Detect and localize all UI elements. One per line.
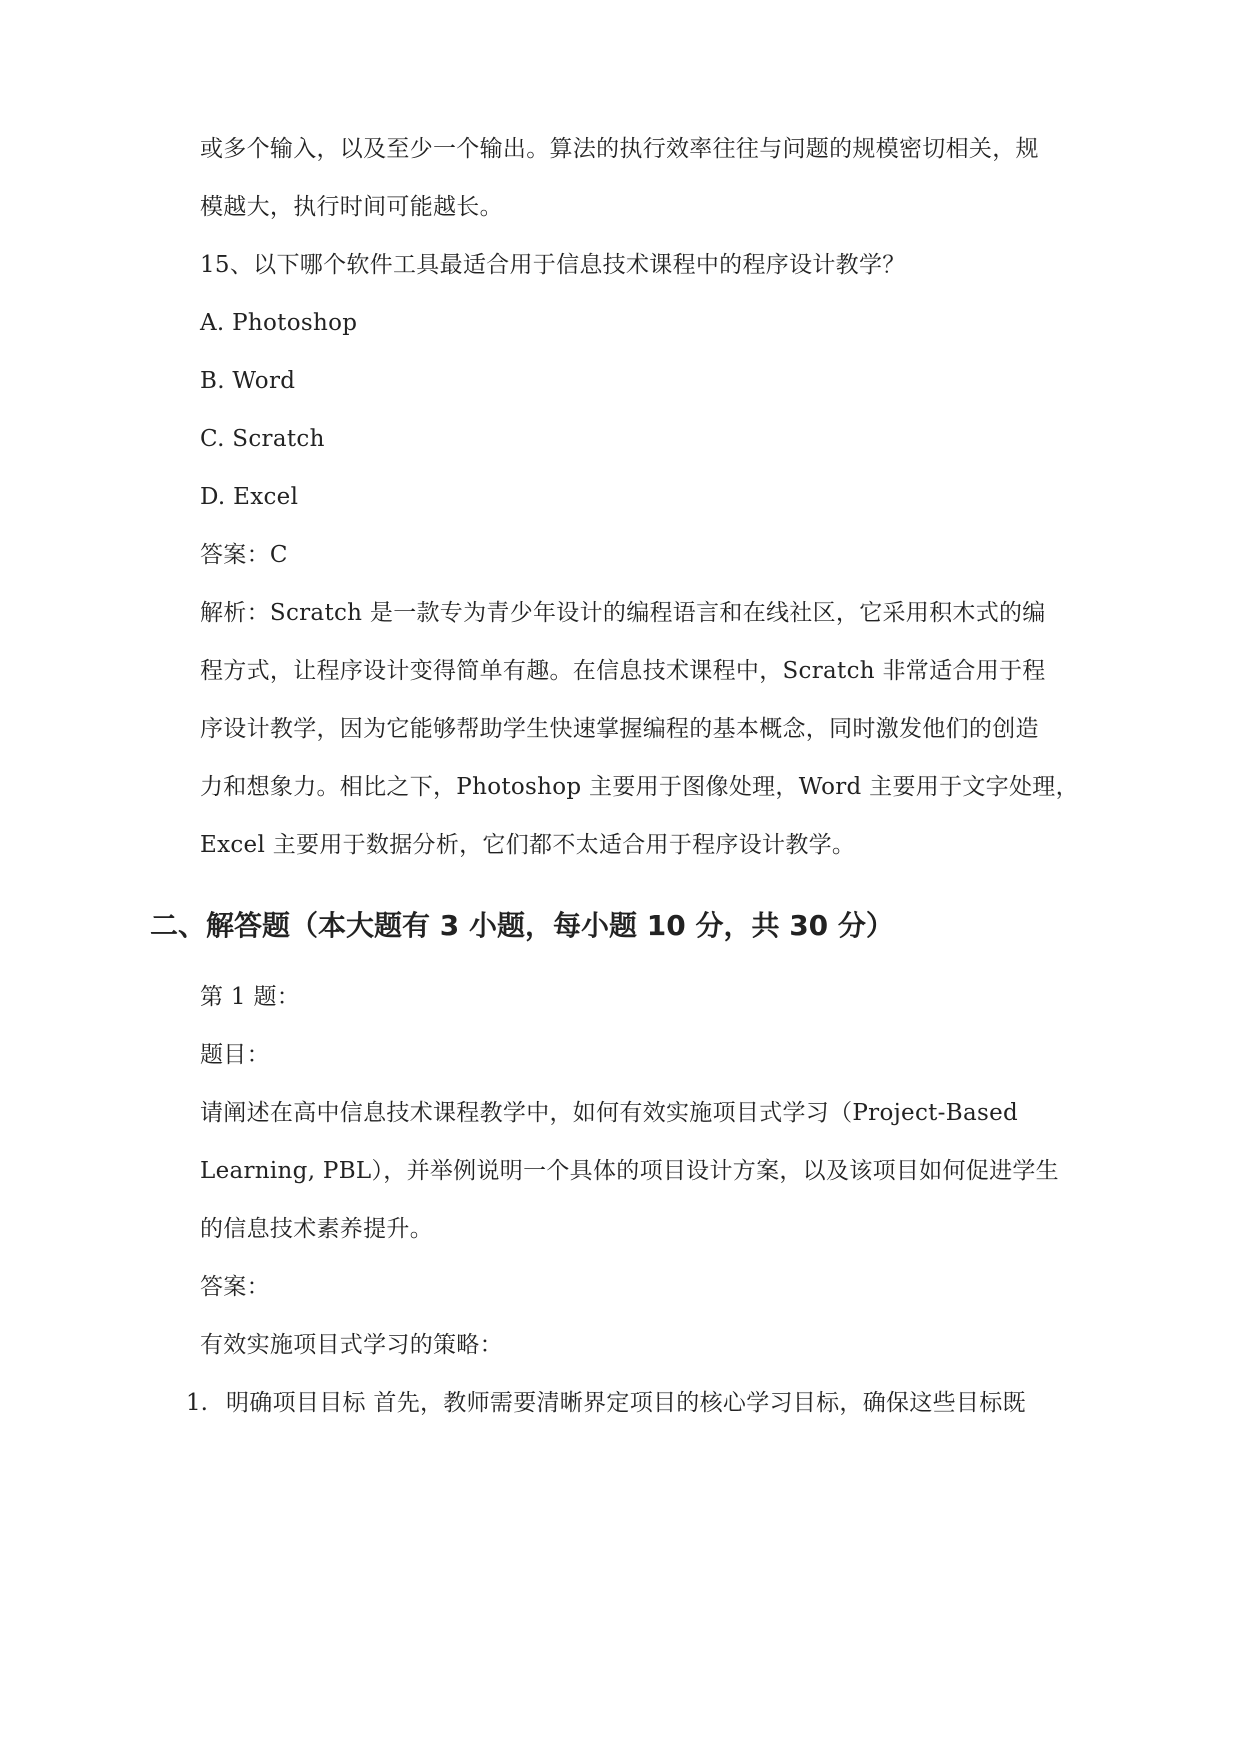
prompt-line: 的信息技术素养提升。 [200, 1216, 433, 1242]
prompt-line: Learning, PBL），并举例说明一个具体的项目设计方案，以及该项目如何促进学生 [200, 1158, 1059, 1184]
question-stem: 15、以下哪个软件工具最适合用于信息技术课程中的程序设计教学？ [200, 252, 906, 278]
question-number-label: 第 1 题： [200, 984, 301, 1010]
prompt-line: 请阐述在高中信息技术课程教学中，如何有效实施项目式学习（Project-Based [200, 1100, 1019, 1126]
analysis-line: 程方式，让程序设计变得简单有趣。在信息技术课程中，Scratch 非常适合用于程 [200, 658, 1046, 684]
list-number: 1. [186, 1390, 208, 1416]
analysis-line: 序设计教学，因为它能够帮助学生快速掌握编程的基本概念，同时激发他们的创造 [200, 716, 1039, 742]
analysis-line: 解析：Scratch 是一款专为青少年设计的编程语言和在线社区，它采用积木式的编 [200, 600, 1046, 626]
section-heading: 二、解答题（本大题有 3 小题，每小题 10 分，共 30 分） [150, 909, 894, 942]
paragraph-line: 模越大，执行时间可能越长。 [200, 194, 503, 220]
paragraph-line: 或多个输入，以及至少一个输出。算法的执行效率往往与问题的规模密切相关，规 [200, 136, 1039, 162]
answer-label: 答案： [200, 1274, 270, 1300]
analysis-line: 力和想象力。相比之下，Photoshop 主要用于图像处理，Word 主要用于文字处理， [200, 774, 1079, 800]
strategy-heading: 有效实施项目式学习的策略： [200, 1332, 503, 1358]
list-item-text: 明确项目目标 首先，教师需要清晰界定项目的核心学习目标，确保这些目标既 [226, 1390, 1026, 1416]
title-label: 题目： [200, 1042, 270, 1068]
option-c: C. Scratch [200, 426, 325, 452]
option-a: A. Photoshop [200, 310, 358, 336]
option-d: D. Excel [200, 484, 299, 510]
answer-line: 答案：C [200, 542, 288, 568]
option-b: B. Word [200, 368, 296, 394]
analysis-line: Excel 主要用于数据分析，它们都不太适合用于程序设计教学。 [200, 832, 856, 858]
